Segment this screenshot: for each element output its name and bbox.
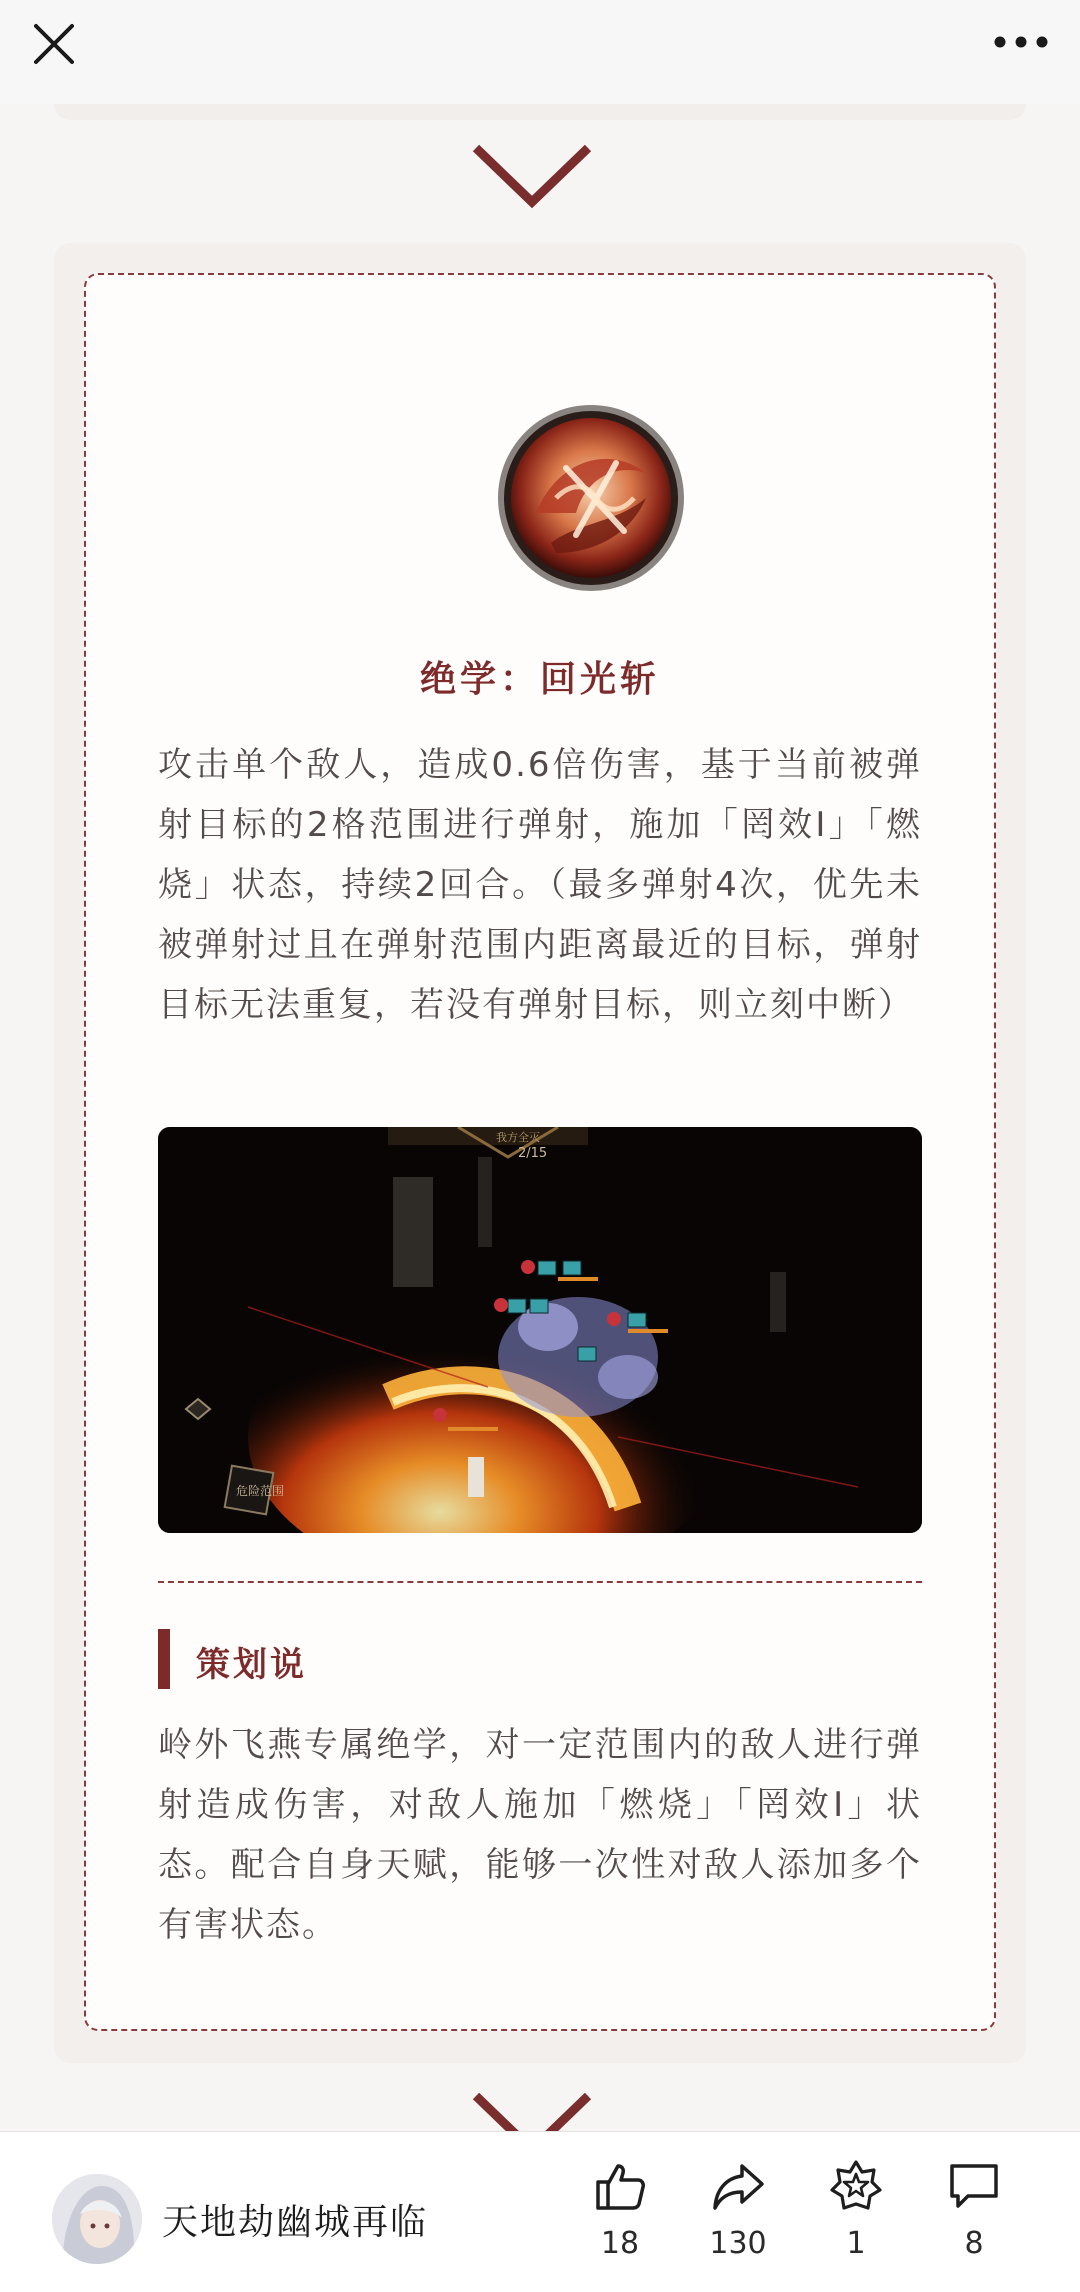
thumbs-up-icon	[592, 2158, 648, 2214]
like-button[interactable]	[570, 2158, 670, 2278]
recommend-button[interactable]	[806, 2158, 906, 2278]
danger-range-badge: 危险范围	[236, 1484, 285, 1498]
skill-card	[54, 243, 1026, 2063]
chevron-down-icon	[470, 140, 594, 212]
avatar-image	[52, 2174, 142, 2264]
close-button[interactable]	[28, 18, 80, 70]
gameplay-scene	[158, 1127, 922, 1533]
share-icon	[710, 2158, 766, 2214]
account-name[interactable]: 天地劫幽城再临	[162, 2202, 429, 2243]
recommend-count: 1	[846, 2226, 866, 2261]
like-count: 18	[600, 2226, 640, 2261]
skill-card-inner	[84, 273, 996, 2031]
star-badge-icon	[828, 2158, 884, 2214]
bottom-action-bar	[0, 2131, 1080, 2292]
skill-description: 攻击单个敌人，造成0.6倍伤害，基于当前被弹射目标的2格范围进行弹射，施加「罔效Ⅰ」「燃烧」状态，持续2回合。（最多弹射4次，优先未被弹射过且在弹射范围内距离最近的目标，弹射目标无法重复，若没有弹射目标，则立刻中断）	[158, 745, 922, 1025]
more-options-button[interactable]	[990, 22, 1052, 62]
close-icon	[28, 18, 80, 70]
hud-top-label: 我方全灭	[496, 1131, 540, 1144]
skill-title: 绝学：回光斩	[419, 659, 660, 700]
top-bar	[0, 0, 1080, 104]
gameplay-screenshot	[158, 1127, 922, 1533]
comment-count: 8	[964, 2226, 984, 2261]
comment-button[interactable]	[924, 2158, 1024, 2278]
skill-emblem-icon	[496, 403, 686, 593]
account-avatar[interactable]	[52, 2174, 142, 2264]
share-count: 130	[709, 2226, 767, 2261]
section-accent-bar	[158, 1629, 170, 1689]
section-divider	[158, 1581, 922, 1583]
more-dots-icon	[990, 22, 1052, 62]
share-button[interactable]	[688, 2158, 788, 2278]
previous-card-edge	[54, 104, 1026, 120]
section-title: 策划说	[196, 1645, 307, 1685]
comment-icon	[946, 2158, 1002, 2214]
hud-timer: 2/15	[518, 1146, 548, 1161]
planner-comment: 岭外飞燕专属绝学，对一定范围内的敌人进行弹射造成伤害，对敌人施加「燃烧」「罔效Ⅰ」状态。配合自身天赋，能够一次性对敌人添加多个有害状态。	[158, 1725, 922, 1945]
